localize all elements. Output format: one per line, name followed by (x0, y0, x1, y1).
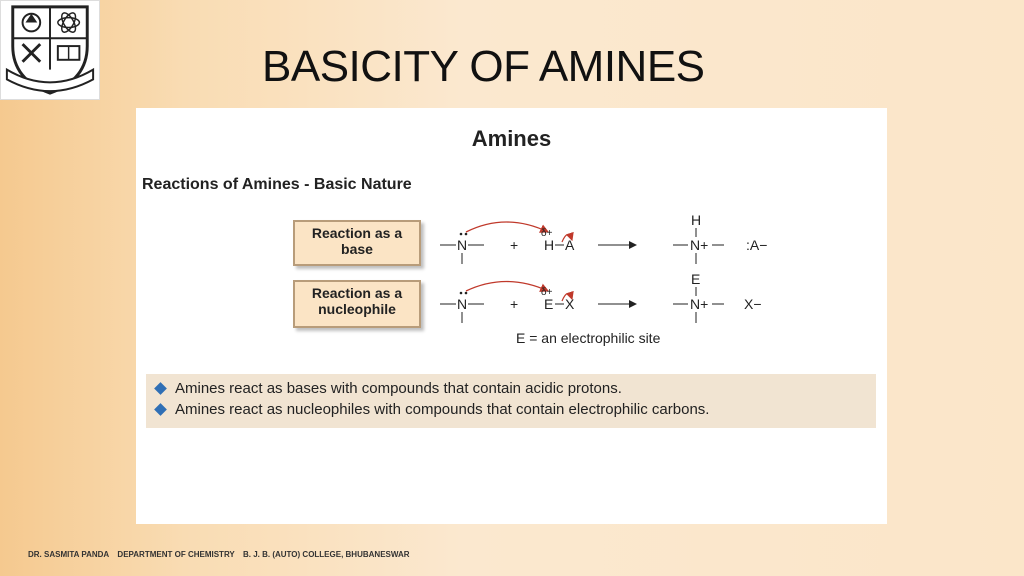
slide-title: BASICITY OF AMINES (262, 42, 705, 91)
plus-sign: + (510, 237, 519, 253)
slide-footer (28, 550, 416, 559)
counterion-x: X− (744, 296, 762, 312)
product-top-h: H (691, 212, 702, 228)
counterion-a: :A− (746, 237, 768, 253)
college-logo (0, 0, 100, 100)
bullet-list (146, 374, 876, 428)
footer-college: B. J. B. (AUTO) COLLEGE, BHUBANESWAR (243, 550, 410, 559)
panel-title: Amines (471, 126, 552, 151)
amine-nitrogen-2: N (457, 296, 468, 312)
footer-department: DEPARTMENT OF CHEMISTRY (117, 550, 235, 559)
section-heading: Reactions of Amines - Basic Nature (142, 176, 412, 193)
base-reaction-row (440, 212, 767, 264)
product-top-e: E (691, 271, 701, 287)
content-image-panel (136, 108, 887, 524)
product-ammonium: N+ (690, 237, 709, 253)
reagent-x: X (565, 296, 575, 312)
product-ammonium-2: N+ (690, 296, 709, 312)
electrophile-note: E = an electrophilic site (516, 330, 661, 346)
bullet-text: Amines react as bases with compounds that contain acidic protons. (175, 380, 622, 397)
amine-nitrogen: N (457, 237, 468, 253)
reagent-a: A (565, 237, 575, 253)
plus-sign-2: + (510, 296, 519, 312)
bullet-item (156, 399, 876, 420)
college-crest-icon (1, 1, 99, 99)
diamond-bullet-icon (154, 382, 167, 395)
reaction-as-nucleophile-box: Reaction as a nucleophile (293, 280, 421, 328)
diamond-bullet-icon (154, 403, 167, 416)
reaction-scheme (426, 208, 806, 348)
bullet-item (156, 378, 876, 399)
bullet-text: Amines react as nucleophiles with compounds that contain electrophilic carbons. (175, 401, 710, 418)
reagent-e: E (544, 296, 554, 312)
delta-plus-label: δ+ (541, 228, 553, 239)
reaction-as-base-box: Reaction as a base (293, 220, 421, 266)
nucleophile-reaction-row (440, 271, 762, 323)
delta-plus-label-2: δ+ (541, 287, 553, 298)
footer-author: DR. SASMITA PANDA (28, 550, 110, 559)
reagent-h: H (544, 237, 555, 253)
